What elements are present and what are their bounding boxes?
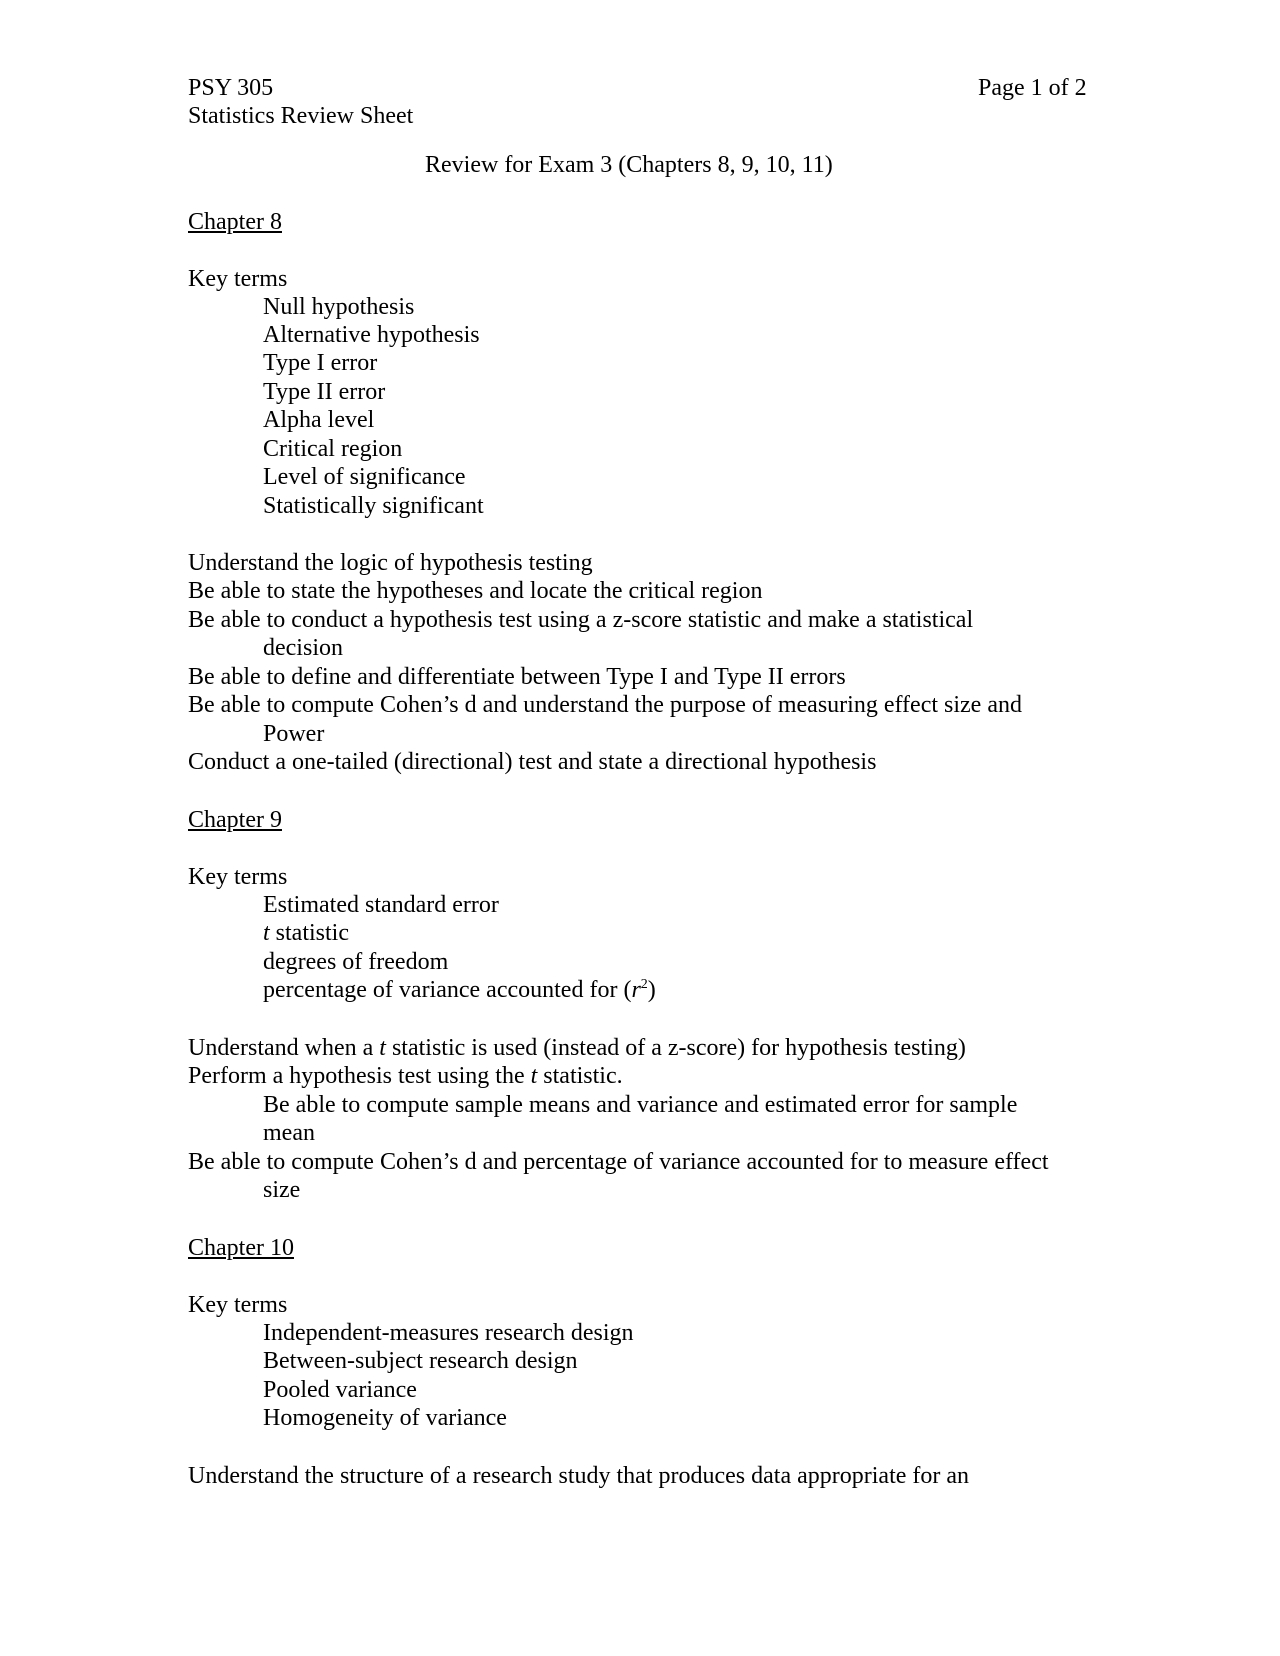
key-term: Statistically significant xyxy=(263,493,484,519)
key-term: Alternative hypothesis xyxy=(263,322,480,348)
superscript: 2 xyxy=(640,977,648,992)
key-term: Between-subject research design xyxy=(263,1348,578,1374)
page-number: Page 1 of 2 xyxy=(978,75,1087,101)
objective: Perform a hypothesis test using the t statistic. xyxy=(188,1063,623,1089)
objective: Understand when a t statistic is used (instead of a z-score) for hypothesis testing) xyxy=(188,1035,966,1061)
objective-continuation: Power xyxy=(263,721,325,747)
chapter-10-key-terms-label: Key terms xyxy=(188,1292,288,1318)
objective: Be able to compute Cohen’s d and understand the purpose of measuring effect size and xyxy=(188,692,1022,718)
key-term: Homogeneity of variance xyxy=(263,1405,507,1431)
key-term: Estimated standard error xyxy=(263,892,499,918)
chapter-8-heading: Chapter 8 xyxy=(188,209,282,235)
objective: Be able to compute Cohen’s d and percentage of variance accounted for to measure effect xyxy=(188,1149,1049,1175)
objective-continuation: size xyxy=(263,1177,301,1203)
key-term: Pooled variance xyxy=(263,1377,417,1403)
key-term: Type I error xyxy=(263,350,378,376)
chapter-8-key-terms-label: Key terms xyxy=(188,266,288,292)
chapter-9-key-terms-label: Key terms xyxy=(188,864,288,890)
objective: Be able to compute sample means and variance and estimated error for sample xyxy=(263,1092,1018,1118)
course-code: PSY 305 xyxy=(188,75,274,101)
r-variable: r xyxy=(631,977,641,1003)
key-term: Type II error xyxy=(263,379,386,405)
objective: Understand the structure of a research study that produces data appropriate for an xyxy=(188,1463,970,1489)
key-term: Critical region xyxy=(263,436,403,462)
objective-continuation: decision xyxy=(263,635,343,661)
key-term: Null hypothesis xyxy=(263,294,415,320)
key-term: degrees of freedom xyxy=(263,949,449,975)
key-term: percentage of variance accounted for $(r^2)$ xyxy=(263,977,656,1003)
key-term: t statistic xyxy=(263,920,349,946)
objective: Understand the logic of hypothesis testing xyxy=(188,550,593,576)
key-term: Level of significance xyxy=(263,464,466,490)
chapter-9-heading: Chapter 9 xyxy=(188,807,282,833)
objective: Conduct a one-tailed (directional) test and state a directional hypothesis xyxy=(188,749,877,775)
objective-continuation: mean xyxy=(263,1120,315,1146)
objective: Be able to conduct a hypothesis test using a z-score statistic and make a statistical xyxy=(188,607,974,633)
chapter-10-heading: Chapter 10 xyxy=(188,1235,294,1261)
key-term: Independent-measures research design xyxy=(263,1320,634,1346)
objective: Be able to state the hypotheses and locate the critical region xyxy=(188,578,763,604)
document-title: Review for Exam 3 (Chapters 8, 9, 10, 11) xyxy=(425,152,833,178)
objective: Be able to define and differentiate between Type I and Type II errors xyxy=(188,664,846,690)
t-variable: t xyxy=(263,920,270,946)
key-term: Alpha level xyxy=(263,407,375,433)
document-subtitle: Statistics Review Sheet xyxy=(188,103,414,129)
